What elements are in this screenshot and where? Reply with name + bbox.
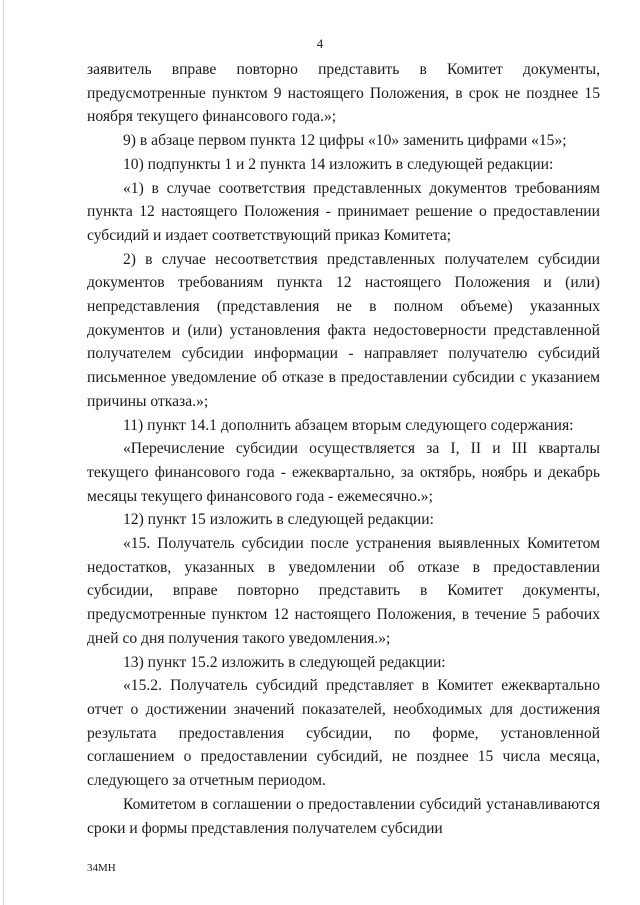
paragraph-2: 9) в абзаце первом пункта 12 цифры «10» заменить цифрами «15»; [123,132,567,150]
paragraph-8: 12) пункт 15 изложить в следующей редакции: [123,511,434,529]
page-number: 4 [316,36,324,51]
paragraph-10: 13) пункт 15.2 изложить в следующей редакции: [123,653,446,671]
paragraph-4: «1) в случае соответствия представленных документов требованиям пункта 12 настоящего Положения - принимает решение о предоставлении субсидий и издает соответствующий приказ Комитета; [87,179,600,244]
paragraph-9: «15. Получатель субсидии после устранения выявленных Комитетом недостатков, указанных в уведомлении об отказе в предоставлении субсидии, вправе повторно представить в Комитет документы, предусмотренные пунктом 12 настоящего Положения, в течение 5 рабочих дней со дня получения такого уведомления.»; [87,535,600,647]
paragraph-3: 10) подпункты 1 и 2 пункта 14 изложить в следующей редакции: [123,155,554,173]
paragraph-11: «15.2. Получатель субсидий представляет в Комитет ежеквартально отчет о достижении значений показателей, необходимых для достижения результата предоставления субсидии, по форме, установленной соглашением о предоставлении субсидий, не позднее 15 числа месяца, следующего за отчетным периодом. [87,677,600,790]
paragraph-7: «Перечисление субсидии осуществляется за I, II и III кварталы текущего финансового года - ежеквартально, за октябрь, ноябрь и декабрь месяцы текущего финансового года - ежемесячно.»; [87,440,600,505]
document-body [87,58,600,840]
paragraph-12: Комитетом в соглашении о предоставлении субсидий устанавливаются сроки и формы представления получателем субсидии [87,795,600,837]
paragraph-5: 2) в случае несоответствия представленных получателем субсидии документов требованиям пункта 12 настоящего Положения и (или) непредставления (представления не в полном объеме) указанных документов и (или) установления факта недостоверности представленной получателем субсидии информации - направляет получателю субсидий письменное уведомление об отказе в предоставлении субсидии с указанием причины отказа.»; [87,250,600,410]
paragraph-6: 11) пункт 14.1 дополнить абзацем вторым следующего содержания: [123,416,574,434]
scan-edge [3,0,4,905]
paragraph-1: заявитель вправе повторно представить в Комитет документы, предусмотренные пунктом 9 настоящего Положения, в срок не позднее 15 ноября текущего финансового года.»; [87,61,600,126]
footer-code: 34МН [87,862,116,874]
